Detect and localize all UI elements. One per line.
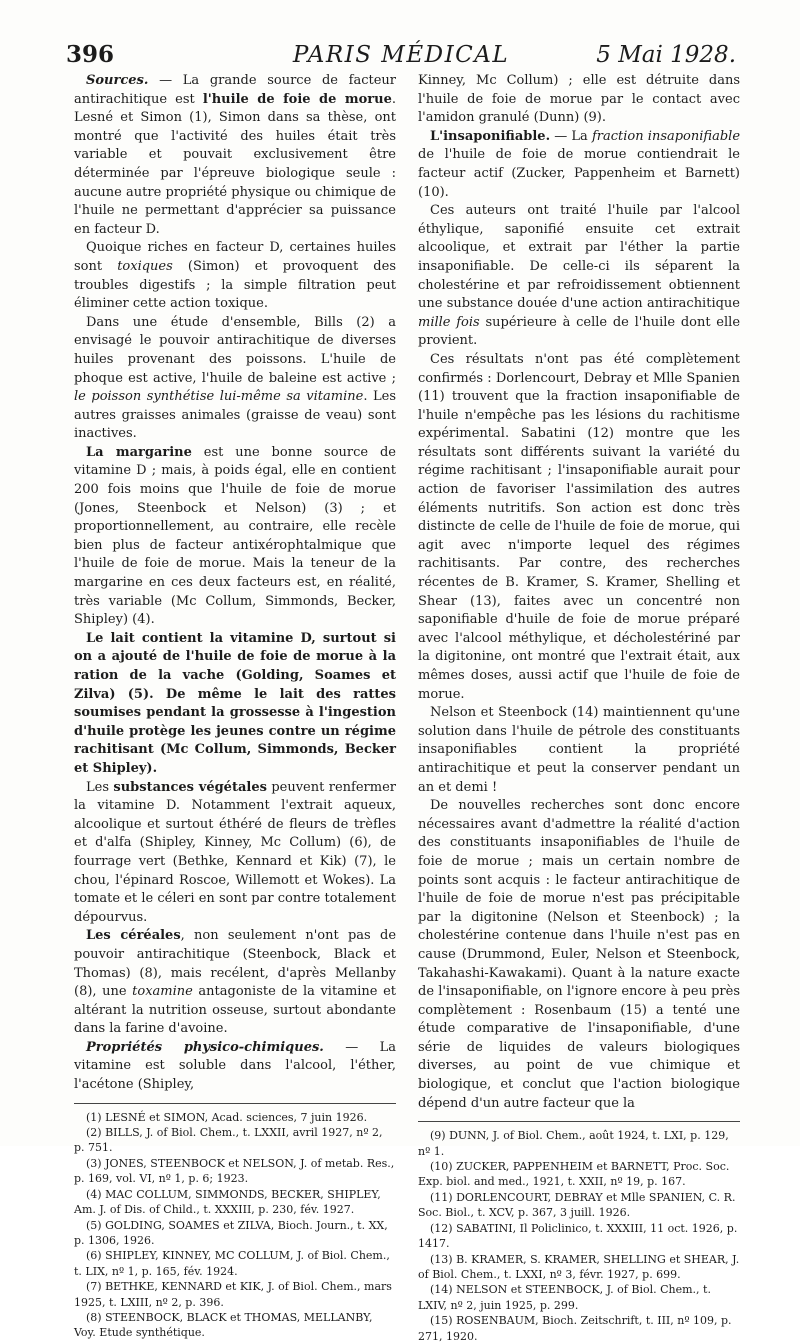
- paragraph-results: Ces résultats n'ont pas été complètement confirmés : Dorlencourt, Debray et Mlle Spanien (11) trouvent que la fraction insaponifiable de l'huile n'empêche pas les lésions du rachitisme expérimental. Sabatini (12) montre que les résultats sont différents suivant la variété du régime rachitisant ; l'insaponifiable aurait pour action de favoriser l'assimilation des autres éléments nutritifs. Son action est donc très distincte de celle de l'huile de foie de morue, qui agit avec n'importe lequel des régimes rachitisants. Par contre, des recherches récentes de B. Kramer, S. Kramer, Shelling et Shear (13), faites avec un concentré non saponifiable d'huile de foie de morue préparé avec l'alcool méthylique, et décholestériné par la digitonine, ont montré que l'extrait était, aux mêmes doses, aussi actif que l'huile de foie de morue.: [418, 351, 740, 702]
- footnote: (15) ROSENBAUM, Bioch. Zeitschrift, t. III, nº 109, p. 271, 1920.: [418, 1314, 732, 1343]
- page-header: [66, 40, 736, 70]
- paragraph-new-research: De nouvelles recherches sont donc encore nécessaires avant d'admettre la réalité d'action des constituants insaponifiables de l'huile de foie de morue ; mais un certain nombre de points sont acquis : le facteur antirachitique de l'huile de foie de morue n'est pas précipitable par la digitonine (Nelson et Steenbock) ; la cholestérine contenue dans l'huile n'est pas en cause (Drummond, Euler, Nelson et Steenbock, Takahashi-Kawakami). Quant à la nature exacte de l'insaponifiable, on l'ignore encore à peu près complètement : Rosenbaum (15) a tenté une étude comparative de l'insaponifiable, d'une série de liquides de valeurs biologiques diverses, au point de vue chimique et biologique, et conclut que l'action biologique dépend d'un autre facteur que la: [418, 798, 740, 1111]
- paragraph-continuation: Kinney, Mc Collum) ; elle est détruite dans l'huile de foie de morue par le contact avec l'amidon granulé (Dunn) (9).: [418, 73, 740, 126]
- journal-title: PARIS MÉDICAL: [292, 42, 510, 68]
- footnote: (9) DUNN, J. of Biol. Chem., août 1924, t. LXI, p. 129, nº 1.: [418, 1129, 729, 1158]
- footnote: (8) STEENBOCK, BLACK et THOMAS, MELLANBY, Voy. Etude synthétique.: [74, 1310, 373, 1340]
- footnotes-right: [418, 1128, 740, 1344]
- section-lead-insaponifiable: L'insaponifiable.: [430, 128, 551, 144]
- paragraph-cereals: Les céréales, non seulement n'ont pas de pouvoir antirachitique (Steenbock, Black et Thomas) (8), mais recélent, d'après Mellanby (8), une toxamine antagoniste de la vitamine et altérant la nutrition osseuse, surtout abondante dans la farine d'avoine.: [74, 928, 397, 1037]
- footnote: (7) BETHKE, KENNARD et KIK, J. of Biol. Chem., mars 1925, t. LXIII, nº 2, p. 396.: [74, 1280, 392, 1309]
- paragraph-milk: Le lait contient la vitamine D, surtout si on a ajouté de l'huile de foie de morue à la ration de la vache (Golding, Soames et Zilva) (5). De même le lait des rattes soumises pendant la grossesse à l'ingestion d'huile protège les jeunes contre un régime rachitisant (Mc Collum, Simmonds, Becker et Shipley).: [74, 630, 396, 776]
- left-column: [74, 72, 397, 1340]
- paragraph-nelson-steenbock: Nelson et Steenbock (14) maintiennent qu'une solution dans l'huile de pétrole des constituants insaponifiables contient la propriété antirachitique et peut la conserver pendant un an et demi !: [418, 705, 740, 795]
- footnote: (11) DORLENCOURT, DEBRAY et Mlle SPANIEN, C. R. Soc. Biol., t. XCV, p. 367, 3 juill. 1926.: [418, 1190, 736, 1220]
- paragraph-vegetables: Les substances végétales peuvent renfermer la vitamine D. Notamment l'extrait aqueux, alcoolique et surtout éthéré de fleurs de trèfles et d'alfa (Shipley, Kinney, Mc Collum) (6), de fourrage vert (Bethke, Kennard et Kik) (7), le chou, l'épinard Roscoe, Willemott et Wokes). La tomate et le céleri en sont par contre totalement dépourvus.: [74, 779, 396, 925]
- footnote-divider: [418, 1121, 740, 1122]
- paragraph-extraction: Ces auteurs ont traité l'huile par l'alcool éthylique, saponifié ensuite cet extrait alcoolique, et extrait par l'éther la partie insaponifiable. De celle-ci ils séparent la cholestérine et par refroidissement obtiennent une substance douée d'une action antirachitique mille fois supérieure à celle de l'huile dont elle provient.: [418, 203, 741, 349]
- footnote: (6) SHIPLEY, KINNEY, MC COLLUM, J. of Biol. Chem., t. LIX, nº 1, p. 165, fév. 1924.: [74, 1249, 390, 1278]
- issue-date: 5 Mai 1928.: [596, 42, 736, 68]
- footnote: (4) MAC COLLUM, SIMMONDS, BECKER, SHIPLEY, Am. J. of Dis. of Child., t. XXXIII, p. 230, fév. 1927.: [74, 1187, 381, 1217]
- footnote: (2) BILLS, J. of Biol. Chem., t. LXXII, avril 1927, nº 2, p. 751.: [74, 1126, 383, 1155]
- footnote: (3) JONES, STEENBOCK et NELSON, J. of metab. Res., p. 169, vol. VI, nº 1, p. 6; 1923.: [74, 1156, 395, 1186]
- footnote: (12) SABATINI, Il Policlinico, t. XXXIII, 11 oct. 1926, p. 1417.: [418, 1221, 738, 1251]
- footnote: (1) LESNÉ et SIMON, Acad. sciences, 7 juin 1926.: [86, 1110, 368, 1124]
- footnote: (14) NELSON et STEENBOCK, J. of Biol. Chem., t. LXIV, nº 2, juin 1925, p. 299.: [418, 1283, 711, 1312]
- right-column: [418, 72, 741, 1343]
- paragraph-insaponifiable: L'insaponifiable. — La fraction insaponifiable de l'huile de foie de morue contiendrait le facteur actif (Zucker, Pappenheim et Barnett) (10).: [418, 128, 741, 200]
- paragraph-margarine: La margarine est une bonne source de vitamine D ; mais, à poids égal, elle en contient 200 fois moins que l'huile de foie de morue (Jones, Steenbock et Nelson) (3) ; et proportionnellement, au contraire, elle recèle bien plus de facteur antixérophtalmique que l'huile de foie de morue. Mais la teneur de la margarine en ces deux facteurs est, en réalité, très variable (Mc Collum, Simmonds, Becker, Shipley) (4).: [74, 444, 396, 628]
- paragraph-physico-chemical: Propriétés physico-chimiques. — La vitamine est soluble dans l'alcool, l'éther, l'acétone (Shipley,: [74, 1039, 396, 1093]
- paragraph-sources: Sources. — La grande source de facteur antirachitique est l'huile de foie de morue. Lesné et Simon (1), Simon dans sa thèse, ont montré que l'activité des huiles était très variable et pouvait exclusivement être déterminée par l'épreuve biologique seule : aucune autre propriété physique ou chimique de l'huile ne permettant d'apprécier sa puissance en facteur D.: [74, 73, 397, 237]
- footnote: (5) GOLDING, SOAMES et ZILVA, Bioch. Journ., t. XX, p. 1306, 1926.: [74, 1218, 388, 1247]
- section-lead-sources: Sources.: [86, 73, 149, 88]
- page-number: 396: [66, 41, 115, 68]
- footnote: (13) B. KRAMER, S. KRAMER, SHELLING et SHEAR, J. of Biol. Chem., t. LXXI, nº 3, févr. 1927, p. 699.: [418, 1252, 740, 1281]
- footnote: (10) ZUCKER, PAPPENHEIM et BARNETT, Proc. Soc. Exp. biol. and med., 1921, t. XXII, nº 19, p. 167.: [418, 1160, 730, 1189]
- footnotes-left: [74, 1110, 396, 1341]
- paragraph-fish-oils: Dans une étude d'ensemble, Bills (2) a envisagé le pouvoir antirachitique de diverses huiles provenant des poissons. L'huile de phoque est active, l'huile de baleine est active ; le poisson synthétise lui-même sa vitamine. Les autres graisses animales (graisse de veau) sont inactives.: [74, 314, 397, 442]
- footnote-divider: [74, 1103, 396, 1104]
- paragraph-toxic-oils: Quoique riches en facteur D, certaines huiles sont toxiques (Simon) et provoquent des troubles digestifs ; la simple filtration peut éliminer cette action toxique.: [74, 240, 396, 312]
